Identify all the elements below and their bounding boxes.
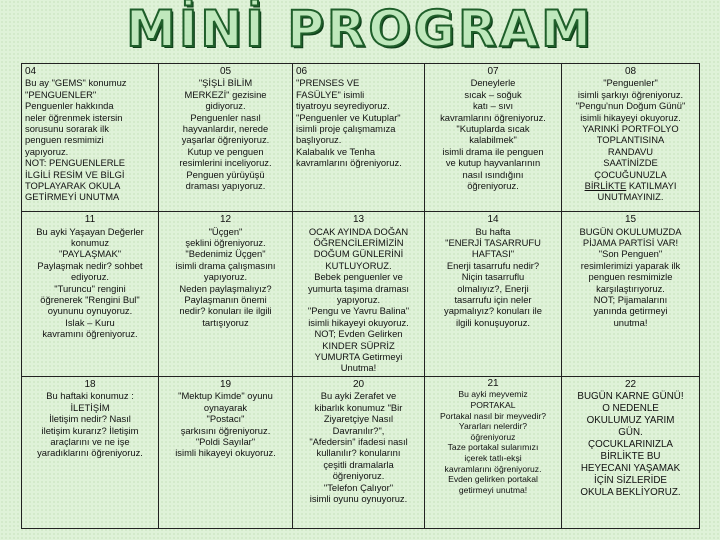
program-calendar [21, 63, 700, 529]
day-description-part: "Penguenler" isimli şarkıyı öğreniyoruz. "Pengu'nun Doğum Günü" isimli hikayeyi okuyoruz. YARINKİ PORTFOLYO TOPLANTISINA RANDAVU SAATİNİZDE ÇOCUĞUNUZLA [575, 77, 686, 180]
day-number: 12 [219, 214, 232, 226]
day-description: Deneylerle sıcak – soğuk katı – sıvı kavramlarını öğreniyoruz. "Kutuplarda sıcak kalabilmek" isimli drama ile penguen ve kutup hayvanlarının nasıl ısındığını öğreniyoruz. [440, 77, 546, 192]
day-description: Bu ayki meyvemiz PORTAKAL Portakal nasıl bir meyvedir? Yararları nelerdir? öğreniyoruz Taze portakal sularımızı içerek tatlı-ekşi kavramlarını öğreniyoruz. Evden gelirken portakal getirmeyi unutma! [439, 389, 547, 495]
day-description: Bu ayki Zerafet ve kibarlık konumuz "Bir Ziyaretçiye Nasıl Davranılır?", "Afedersin" ifadesi nasıl kullanılır? konularını çeşitli dramalarla öğreniyoruz. "Telefon Çalıyor" isimli oyunu oynuyoruz. [309, 390, 408, 504]
day-number: 22 [624, 378, 637, 390]
day-number: 15 [624, 214, 637, 226]
day-number: 07 [487, 66, 499, 77]
day-cell [425, 212, 562, 377]
day-description-part: KATILMAYI UNUTMAYINIZ. [597, 180, 677, 203]
day-description-underlined: BİRLİKTE [584, 180, 627, 192]
day-cell [159, 376, 293, 528]
day-description: "ŞİŞLİ BİLİM MERKEZİ" gezisine gidiyoruz. Penguenler nasıl hayvanlardır, nerede yaşarlar öğreniyoruz. Kutup ve penguen resimlerini inceliyoruz. Penguen yürüyüşü draması yapıyoruz. [179, 77, 272, 192]
day-cell [425, 64, 562, 212]
day-number: 08 [624, 66, 637, 77]
day-cell [425, 376, 562, 528]
day-cell [22, 376, 159, 528]
day-number: 04 [25, 66, 37, 77]
day-cell [562, 376, 700, 528]
day-description: "PRENSES VE FASÜLYE" isimli tiyatroyu seyrediyoruz. "Penguenler ve Kutuplar" isimli proje çalışmamıza başlıyoruz. Kalabalık ve Tenha kavramlarını öğreniyoruz. [296, 77, 402, 169]
day-description: OCAK AYINDA DOĞAN ÖĞRENCİLERİMİZİN DOĞUM GÜNLERİNİ KUTLUYORUZ. Bebek penguenler ve yumurta taşıma draması yapıyoruz. "Pengu ve Yavru Balina" isimli hikayeyi okuyoruz. NOT; Evden Gelirken KINDER SÜPRİZ YUMURTA Getirmeyi Unutma! [307, 225, 410, 374]
day-description: "Mektup Kimde" oyunu oynayarak "Postacı" şarkısını öğreniyoruz. "Poldi Sayılar" isimli hikayeyi okuyoruz. [175, 390, 276, 459]
day-number: 19 [219, 378, 232, 390]
week-row [22, 212, 700, 377]
day-description: Bu haftaki konumuz : İLETİŞİM İletişim nedir? Nasıl iletişim kurarız? İletişim araçlarını ve ne işe yaradıklarını öğreniyoruz. [37, 390, 143, 459]
day-cell [293, 64, 425, 212]
day-description [565, 77, 696, 202]
day-number: 20 [352, 378, 365, 390]
day-number: 06 [296, 66, 308, 77]
day-number: 18 [84, 378, 96, 390]
day-number: 14 [487, 214, 499, 226]
day-cell [159, 212, 293, 377]
day-cell [293, 212, 425, 377]
day-number: 05 [219, 66, 232, 77]
day-description: Bu hafta "ENERJİ TASARRUFU HAFTASI" Enerji tasarrufu nedir? Niçin tasarruflu olmalıyız?, Enerji tasarrufu için neler yapmalıyız? konuları ile ilgili konuşuyoruz. [444, 225, 542, 328]
day-number: 11 [84, 214, 96, 226]
day-description: BUGÜN KARNE GÜNÜ! O NEDENLE OKULUMUZ YARIM GÜN. ÇOCUKLARINIZLA BİRLİKTE BU HEYECANI YAŞAMAK İÇİN SİZLERİDE OKULA BEKLİYORUZ. [577, 390, 684, 498]
day-cell [562, 64, 700, 212]
day-cell [22, 64, 159, 212]
day-description: Bu ay "GEMS" konumuz "PENGUENLER" Penguenler hakkında neler öğrenmek istersin sorusunu sorarak ilk penguen resmimizi yapıyoruz. NOT: PENGUENLERLE İLGİLİ RESİM VE BİLGİ TOPLAYARAK OKULA GETİRMEYİ UNUTMA [25, 77, 127, 203]
week-row [22, 64, 700, 212]
day-description: BUGÜN OKULUMUZDA PİJAMA PARTİSİ VAR! "Son Penguen" resimlerimizi yaparak ilk penguen resmimizle karşılaştırıyoruz. NOT; Pijamalarını yanında getirmeyi unutma! [579, 225, 682, 328]
page-title: MİNİ PROGRAM [126, 0, 594, 58]
day-description: Bu ayki Yaşayan Değerler konumuz "PAYLAŞMAK" Paylaşmak nedir? sohbet ediyoruz. "Turuncu" rengini öğrenerek "Rengini Bul" oyununu oynuyoruz. Islak – Kuru kavramını öğreniyoruz. [36, 225, 144, 340]
day-cell [22, 212, 159, 377]
day-number: 21 [487, 377, 499, 389]
day-description: "Üçgen" şeklini öğreniyoruz. "Bedenimiz Üçgen" isimli drama çalışmasını yapıyoruz. Neden paylaşmalıyız? Paylaşmanın önemi nedir? konuları ile ilgili tartışıyoruz [175, 225, 276, 328]
day-cell [293, 376, 425, 528]
day-cell [159, 64, 293, 212]
week-row [22, 376, 700, 528]
day-number: 13 [352, 214, 365, 226]
day-cell [562, 212, 700, 377]
